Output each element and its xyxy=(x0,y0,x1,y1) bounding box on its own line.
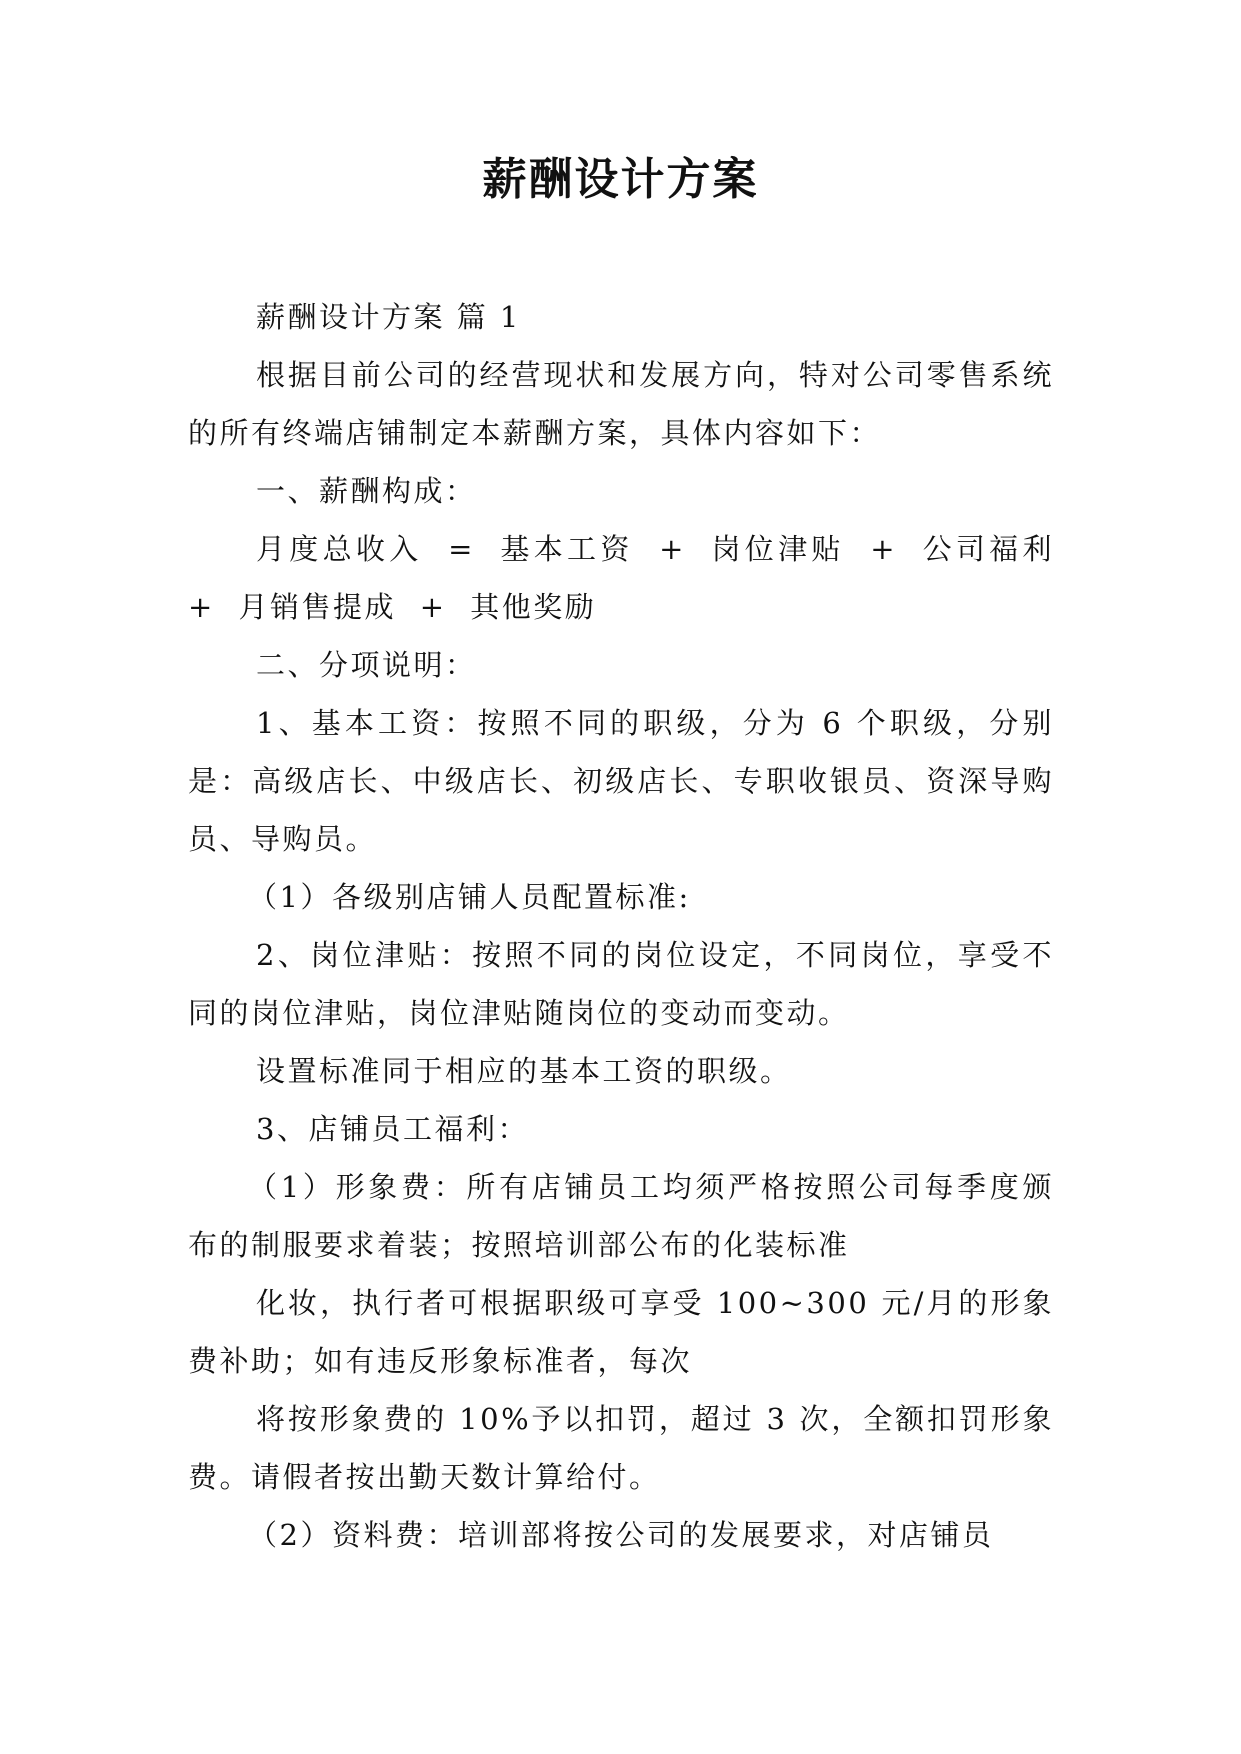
image-fee-penalty: 将按形象费的 10%予以扣罚，超过 3 次，全额扣罚形象费。请假者按出勤天数计算给付。 xyxy=(188,1402,1054,1494)
section-heading-part1: 薪酬设计方案 篇 1 xyxy=(256,300,521,334)
item-position-allowance: 2、岗位津贴：按照不同的岗位设定，不同岗位，享受不同的岗位津贴，岗位津贴随岗位的变动而变动。 xyxy=(188,938,1054,1030)
item-basic-salary: 1、基本工资：按照不同的职级，分为 6 个职级，分别是：高级店长、中级店长、初级店长、专职收银员、资深导购员、导购员。 xyxy=(188,706,1054,856)
heading-item-description: 二、分项说明： xyxy=(256,648,477,682)
item-employee-welfare: 3、店铺员工福利： xyxy=(256,1112,529,1146)
intro-paragraph: 根据目前公司的经营现状和发展方向，特对公司零售系统的所有终端店铺制定本薪酬方案，具体内容如下： xyxy=(188,358,1054,450)
allowance-standard-note: 设置标准同于相应的基本工资的职级。 xyxy=(256,1054,792,1088)
heading-salary-structure: 一、薪酬构成： xyxy=(256,474,477,508)
sub-item-staffing-standard: （1）各级别店铺人员配置标准: xyxy=(248,880,691,914)
salary-formula: 月度总收入 = 基本工资 + 岗位津贴 + 公司福利 + 月销售提成 + 其他奖励 xyxy=(188,532,1054,624)
sub-item-material-fee: （2）资料费：培训部将按公司的发展要求，对店铺员 xyxy=(248,1518,994,1552)
image-fee-detail: 化妆，执行者可根据职级可享受 100~300 元/月的形象费补助；如有违反形象标准者，每次 xyxy=(188,1286,1054,1378)
document-title: 薪酬设计方案 xyxy=(482,154,759,205)
sub-item-image-fee: （1）形象费：所有店铺员工均须严格按照公司每季度颁布的制服要求着装；按照培训部公布的化装标准 xyxy=(188,1170,1054,1262)
document-body xyxy=(188,288,1054,1564)
